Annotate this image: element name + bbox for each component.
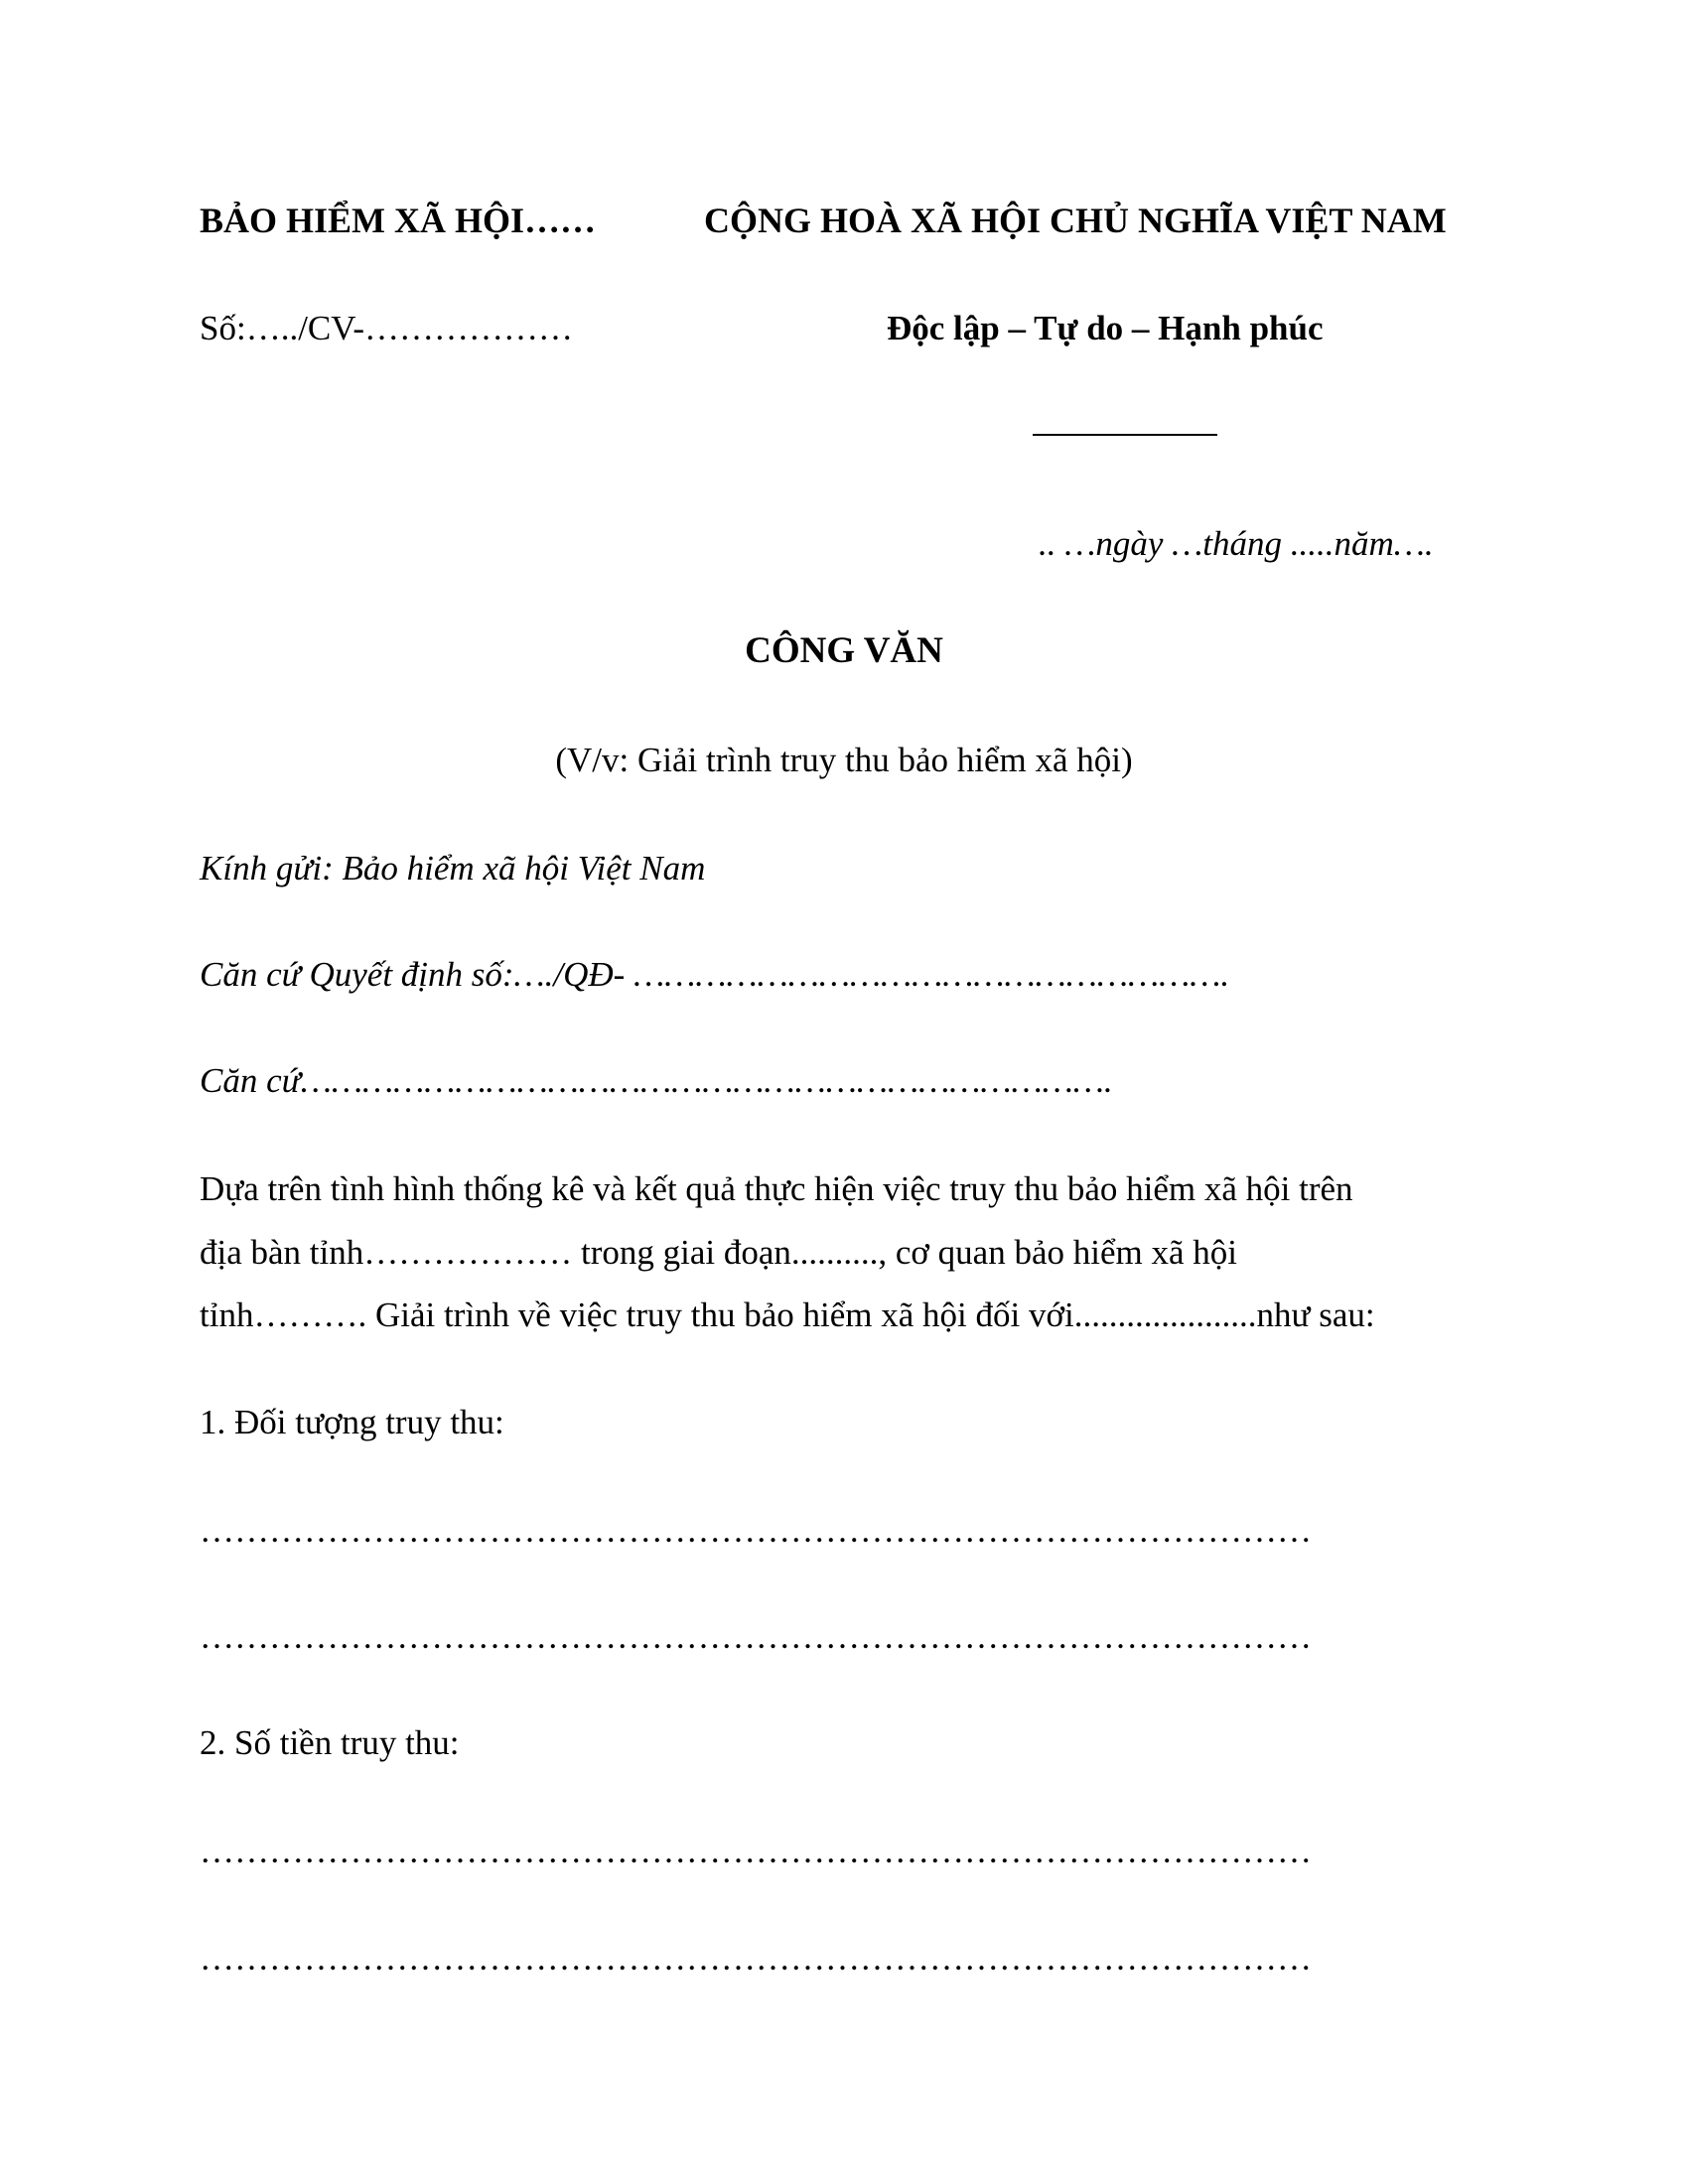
document-number: Số:…../CV-……………… xyxy=(200,309,573,347)
document-subject: (V/v: Giải trình truy thu bảo hiểm xã hội) xyxy=(555,741,1133,779)
fill-in-line: …………………………………………………………………………………… xyxy=(200,1832,1312,1870)
document-date: .. …ngày …tháng .....năm…. xyxy=(1039,524,1434,563)
basis-decision: Căn cứ Quyết định số:…./QĐ- …………………………………………………. xyxy=(200,955,1230,994)
intro-line: tỉnh………. Giải trình về việc truy thu bảo hiểm xã hội đối với.....................như sau: xyxy=(200,1296,1375,1334)
section-heading-amount: 2. Số tiền truy thu: xyxy=(200,1723,460,1762)
section-heading-targets: 1. Đối tượng truy thu: xyxy=(200,1403,504,1441)
intro-line: địa bàn tỉnh……………… trong giai đoạn.........., cơ quan bảo hiểm xã hội xyxy=(200,1233,1237,1272)
recipient: Kính gửi: Bảo hiểm xã hội Việt Nam xyxy=(200,849,706,887)
national-motto: Độc lập – Tự do – Hạnh phúc xyxy=(887,309,1324,347)
document-title: CÔNG VĂN xyxy=(745,630,943,671)
motto-underline xyxy=(1033,434,1217,436)
fill-in-line: …………………………………………………………………………………… xyxy=(200,1617,1312,1656)
intro-line: Dựa trên tình hình thống kê và kết quả thực hiện việc truy thu bảo hiểm xã hội trên xyxy=(200,1169,1353,1208)
country-name: CỘNG HOÀ XÃ HỘI CHỦ NGHĨA VIỆT NAM xyxy=(704,201,1447,240)
fill-in-line: …………………………………………………………………………………… xyxy=(200,1511,1312,1550)
agency-name: BẢO HIỂM XÃ HỘI…… xyxy=(200,201,597,240)
fill-in-line: …………………………………………………………………………………… xyxy=(200,1939,1312,1978)
basis-other: Căn cứ……………………………………………………………………. xyxy=(200,1061,1113,1100)
